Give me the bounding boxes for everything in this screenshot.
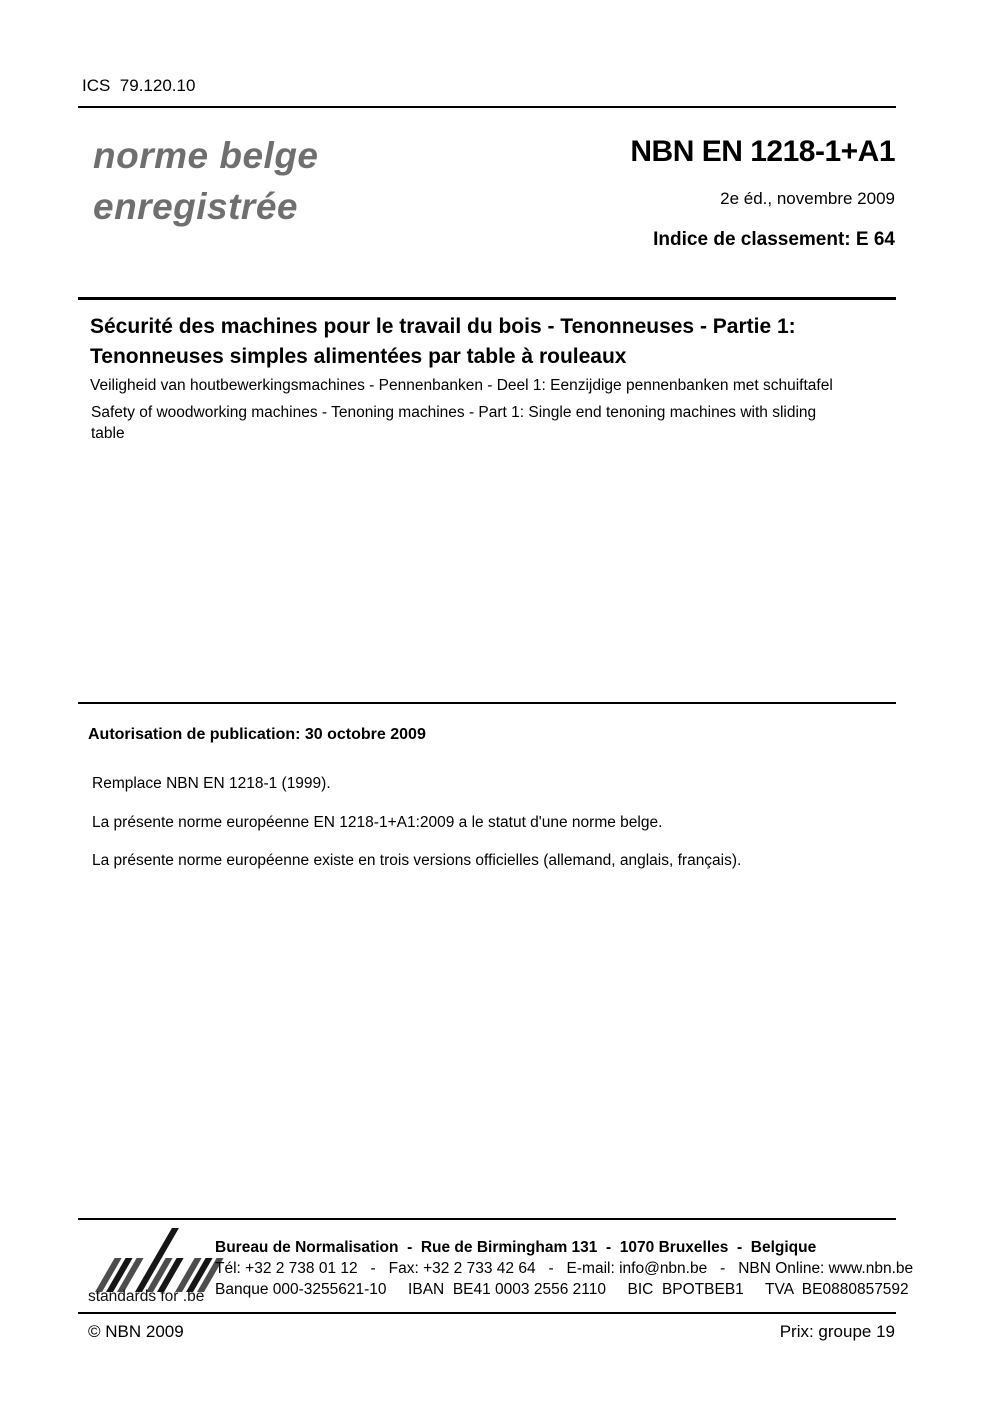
classification-index: Indice de classement: E 64 [653, 229, 895, 250]
footer-contact: Tél: +32 2 738 01 12 - Fax: +32 2 733 42 64 - E-mail: info@nbn.be - NBN Online: www.nbn.be [215, 1260, 914, 1277]
replaces-paragraph: Remplace NBN EN 1218-1 (1999). [92, 775, 331, 792]
document-type-line2: enregistrée [93, 186, 298, 227]
versions-paragraph: La présente norme européenne existe en trois versions officielles (allemand, anglais, français). [92, 852, 742, 869]
authorization-line: Autorisation de publication: 30 octobre 2009 [88, 726, 426, 743]
footer-bank: Banque 000-3255621-10 IBAN BE41 0003 2556 2110 BIC BPOTBEB1 TVA BE0880857592 [215, 1281, 909, 1298]
publication-divider [78, 702, 896, 704]
title-dutch: Veiligheid van houtbewerkingsmachines - Pennenbanken - Deel 1: Eenzijdige pennenbanken met schuiftafel [90, 377, 833, 394]
nbn-logo-caption: standards for .be [88, 1288, 205, 1305]
footer-address: Bureau de Normalisation - Rue de Birmingham 131 - 1070 Bruxelles - Belgique [215, 1239, 817, 1256]
status-paragraph: La présente norme européenne EN 1218-1+A1:2009 a le statut d'une norme belge. [92, 814, 663, 831]
title-divider [78, 297, 896, 300]
header-divider [78, 106, 896, 108]
footer-top-divider [78, 1218, 896, 1220]
nbn-logo [95, 1226, 215, 1292]
title-english [91, 402, 816, 444]
document-type-mark [93, 130, 319, 232]
title-english-line2: table [91, 425, 125, 442]
document-type-line1: norme belge [93, 135, 319, 176]
standard-code: NBN EN 1218-1+A1 [630, 135, 895, 168]
ics-code: ICS 79.120.10 [82, 76, 196, 95]
title-english-line1: Safety of woodworking machines - Tenoning machines - Part 1: Single end tenoning machines with sliding [91, 404, 817, 421]
edition-date: 2e éd., novembre 2009 [720, 189, 895, 208]
price-group: Prix: groupe 19 [779, 1322, 895, 1341]
copyright-notice: © NBN 2009 [88, 1322, 184, 1341]
footer-bottom-divider [78, 1312, 896, 1314]
title-french [90, 312, 796, 372]
title-french-line1: Sécurité des machines pour le travail du bois - Tenonneuses - Partie 1: [90, 315, 796, 338]
title-french-line2: Tenonneuses simples alimentées par table à rouleaux [90, 345, 627, 368]
